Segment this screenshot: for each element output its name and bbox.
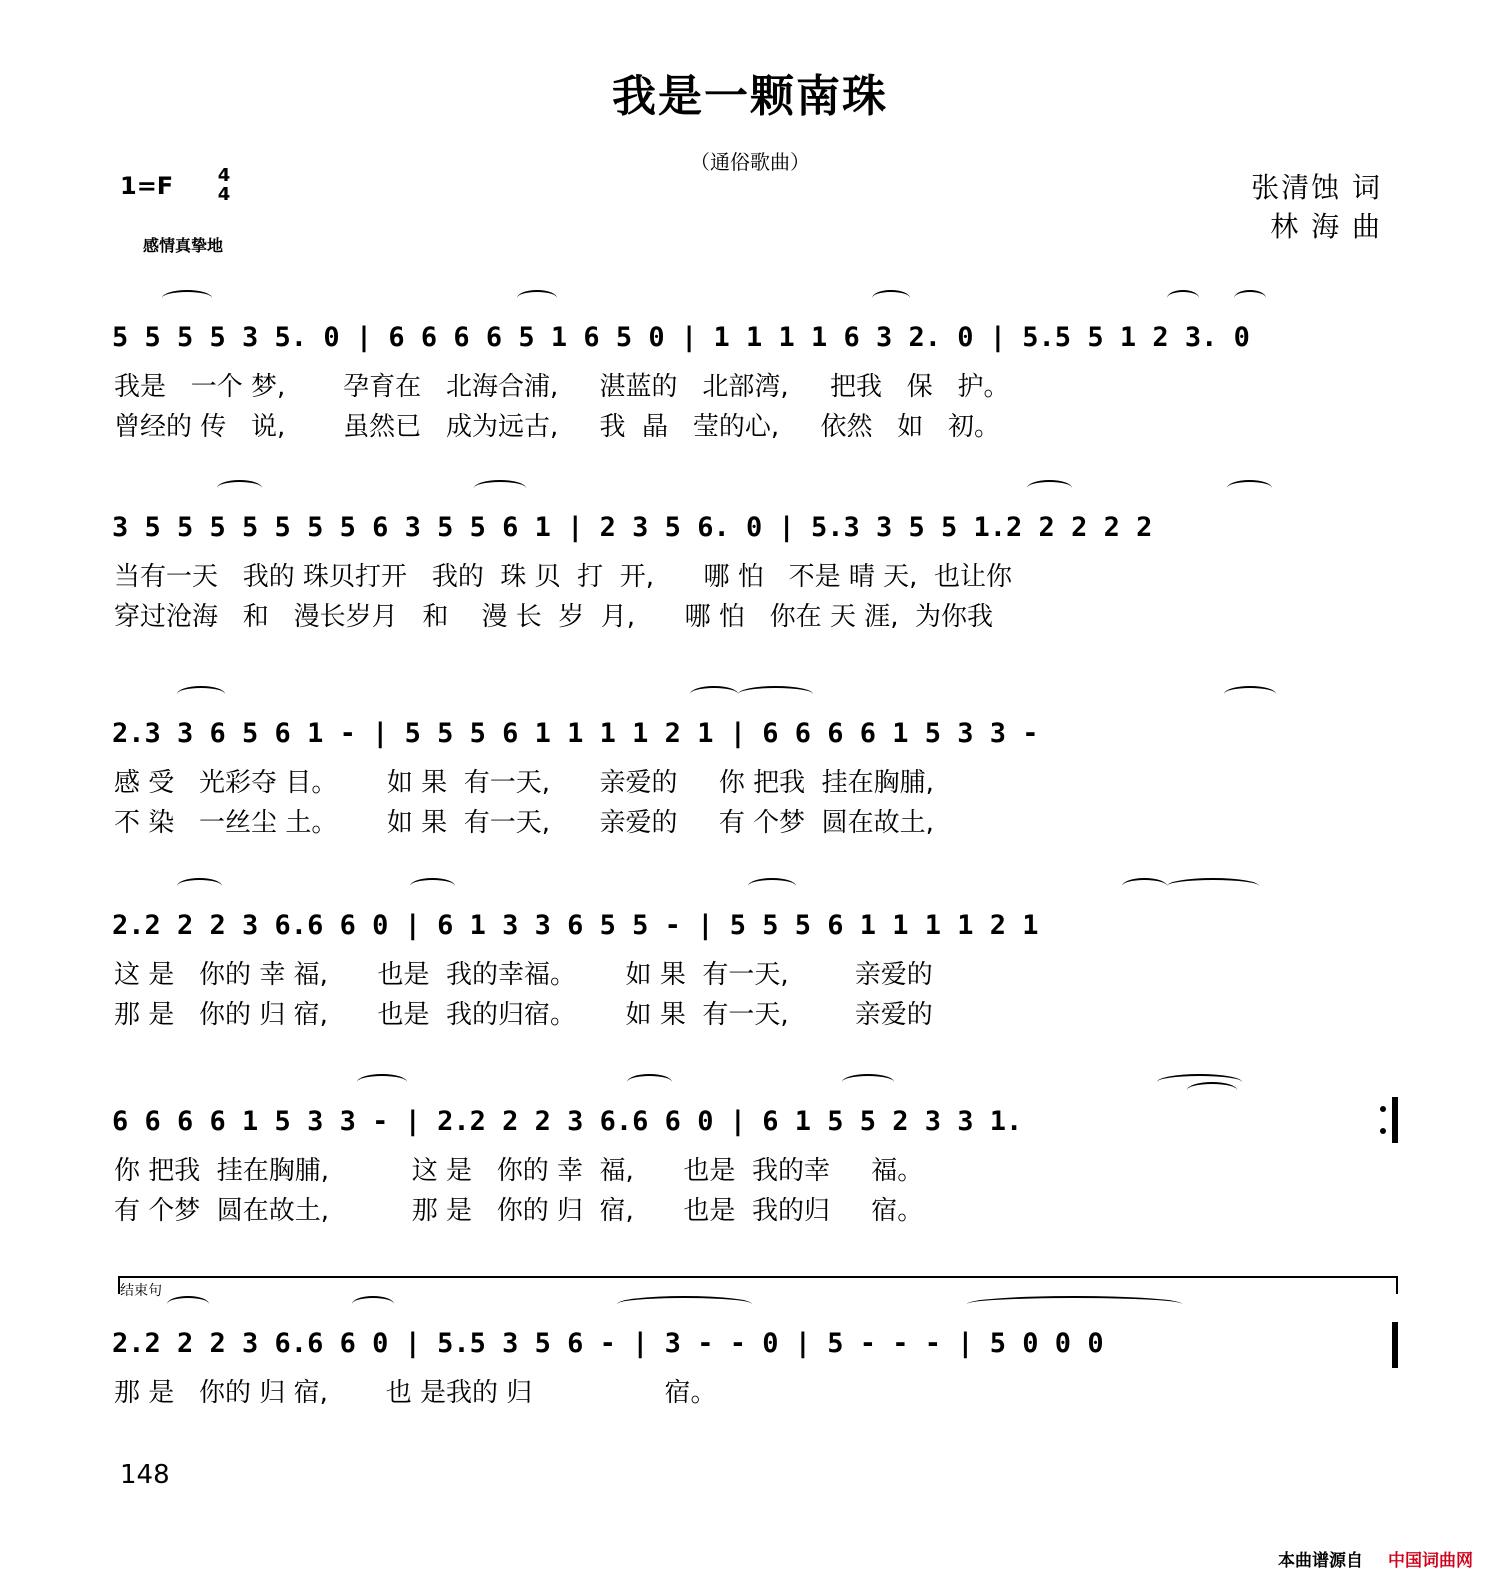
coda-bracket bbox=[118, 1276, 1398, 1294]
composer-credit: 林 海 曲 bbox=[1270, 210, 1382, 243]
slur bbox=[1122, 878, 1167, 894]
notation-line: 3 5 5 5 5 5 5 5 6 3 5 5 6 1 | 2 3 5 6. 0 | 5.3 3 5 5 1.2 2 2 2 2 bbox=[112, 512, 1153, 543]
source-site-link[interactable]: 中国词曲网 bbox=[1388, 1551, 1473, 1571]
lyrics-verse-1: 你 把我 挂在胸脯, 这 是 你的 幸 福, 也是 我的幸 福。 bbox=[114, 1156, 924, 1186]
slur bbox=[967, 1296, 1182, 1312]
time-signature bbox=[212, 166, 236, 204]
key-signature: 1=F bbox=[120, 172, 174, 200]
lyrics-verse-1: 这 是 你的 幸 福, 也是 我的幸福。 如 果 有一天, 亲爱的 bbox=[114, 960, 933, 990]
slur bbox=[617, 1296, 752, 1312]
tempo-marking: 感情真挚地 bbox=[143, 236, 224, 255]
slur bbox=[1027, 480, 1072, 496]
page-number: 148 bbox=[120, 1460, 170, 1490]
slur bbox=[1234, 290, 1266, 306]
genre-subtitle: （通俗歌曲） bbox=[690, 150, 810, 174]
repeat-end-barline bbox=[1392, 1097, 1398, 1143]
slur bbox=[872, 290, 910, 306]
slur bbox=[1167, 878, 1259, 894]
lyrics-verse-1: 那 是 你的 归 宿, 也 是我的 归 宿。 bbox=[114, 1378, 717, 1408]
slur bbox=[1227, 480, 1272, 496]
lyrics-verse-2: 有 个梦 圆在故土, 那 是 你的 归 宿, 也是 我的归 宿。 bbox=[114, 1196, 924, 1226]
slur bbox=[352, 1296, 394, 1312]
final-barline bbox=[1392, 1322, 1398, 1368]
repeat-dot bbox=[1380, 1106, 1386, 1112]
repeat-dot bbox=[1380, 1128, 1386, 1134]
slur bbox=[690, 686, 738, 702]
lyrics-verse-2: 曾经的 传 说, 虽然已 成为远古, 我 晶 莹的心, 依然 如 初。 bbox=[114, 412, 1001, 442]
slur bbox=[1224, 686, 1276, 702]
time-signature-top: 4 bbox=[217, 165, 231, 186]
notation-line: 2.2 2 2 3 6.6 6 0 | 5.5 3 5 6 - | 3 - - 0 | 5 - - - | 5 0 0 0 bbox=[112, 1328, 1104, 1359]
coda-label: 结束句 bbox=[120, 1283, 162, 1299]
slur bbox=[410, 878, 455, 894]
slur bbox=[842, 1074, 894, 1090]
lyrics-verse-1: 我是 一个 梦, 孕育在 北海合浦, 湛蓝的 北部湾, 把我 保 护。 bbox=[114, 372, 1010, 402]
slur bbox=[177, 878, 222, 894]
slur bbox=[167, 1296, 209, 1312]
notation-line: 6 6 6 6 1 5 3 3 - | 2.2 2 2 3 6.6 6 0 | 6 1 5 5 2 3 3 1. bbox=[112, 1106, 1023, 1137]
lyricist-credit: 张清蚀 词 bbox=[1251, 171, 1382, 204]
source-attribution-prefix: 本曲谱源自 bbox=[1278, 1551, 1363, 1571]
lyrics-verse-2: 穿过沧海 和 漫长岁月 和 漫 长 岁 月, 哪 怕 你在 天 涯, 为你我 bbox=[114, 602, 993, 632]
notation-line: 2.3 3 6 5 6 1 - | 5 5 5 6 1 1 1 1 2 1 | 6 6 6 6 1 5 3 3 - bbox=[112, 718, 1039, 749]
slur bbox=[738, 686, 813, 702]
page-title: 我是一颗南珠 bbox=[612, 71, 888, 122]
slur bbox=[357, 1074, 407, 1090]
slur bbox=[162, 290, 212, 306]
slur bbox=[517, 290, 557, 306]
lyrics-verse-2: 不 染 一丝尘 土。 如 果 有一天, 亲爱的 有 个梦 圆在故土, bbox=[114, 808, 934, 838]
slur bbox=[177, 686, 225, 702]
notation-line: 5 5 5 5 3 5. 0 | 6 6 6 6 5 1 6 5 0 | 1 1 1 1 6 3 2. 0 | 5.5 5 1 2 3. 0 bbox=[112, 322, 1250, 353]
slur bbox=[474, 480, 526, 496]
lyrics-verse-1: 感 受 光彩夺 目。 如 果 有一天, 亲爱的 你 把我 挂在胸脯, bbox=[114, 768, 934, 798]
slur bbox=[1187, 1082, 1237, 1098]
notation-line: 2.2 2 2 3 6.6 6 0 | 6 1 3 3 6 5 5 - | 5 5 5 6 1 1 1 1 2 1 bbox=[112, 910, 1039, 941]
lyrics-verse-1: 当有一天 我的 珠贝打开 我的 珠 贝 打 开, 哪 怕 不是 晴 天, 也让你 bbox=[114, 562, 1012, 592]
slur bbox=[748, 878, 796, 894]
time-signature-bottom: 4 bbox=[217, 184, 231, 205]
slur bbox=[627, 1074, 672, 1090]
lyrics-verse-2: 那 是 你的 归 宿, 也是 我的归宿。 如 果 有一天, 亲爱的 bbox=[114, 1000, 933, 1030]
slur bbox=[1167, 290, 1199, 306]
slur bbox=[217, 480, 262, 496]
